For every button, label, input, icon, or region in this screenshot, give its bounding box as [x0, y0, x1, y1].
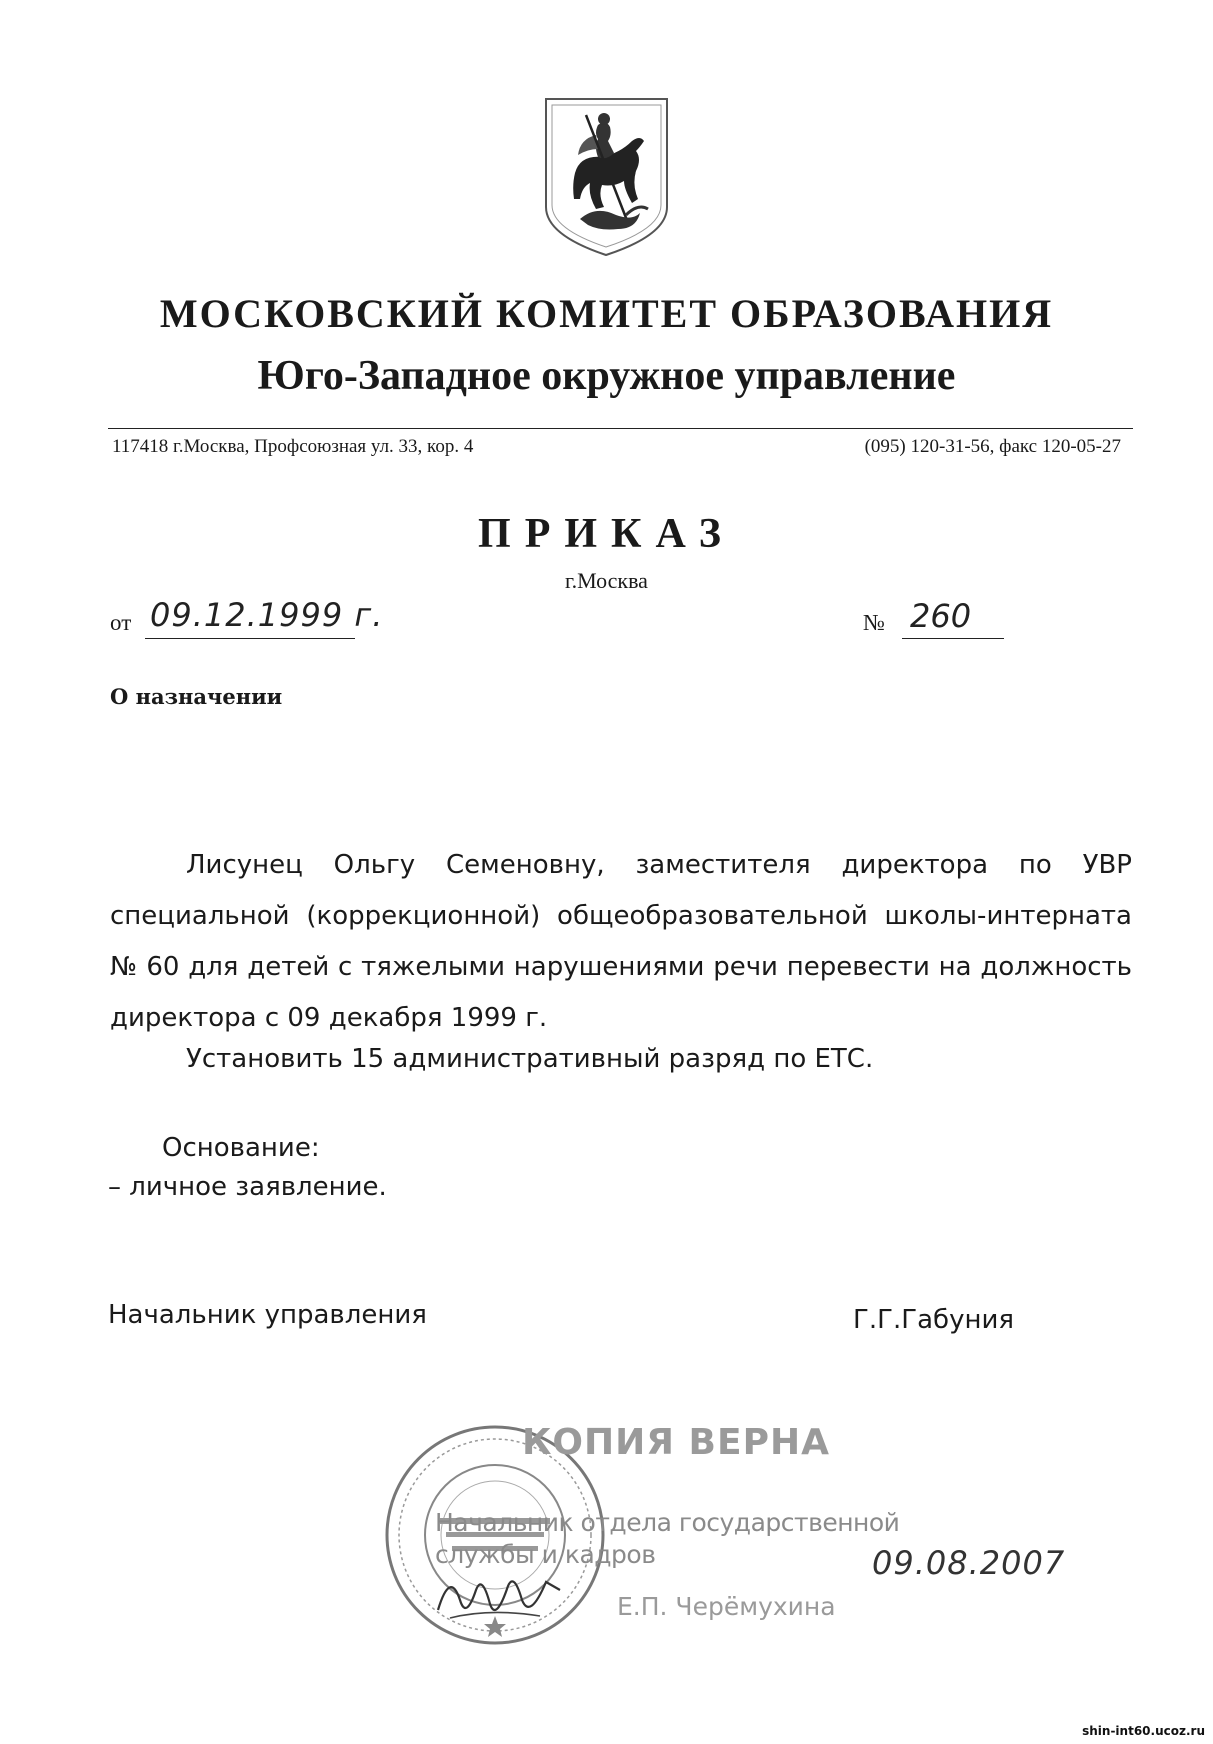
order-date-value: 09.12.1999 г.: [150, 596, 384, 634]
moscow-coat-of-arms-icon: [540, 95, 673, 258]
handwritten-signature-icon: [430, 1560, 570, 1630]
header-divider: [108, 428, 1133, 429]
basis-label: Основание:: [162, 1133, 320, 1163]
order-body-paragraph-2: Установить 15 административный разряд по ЕТС.: [186, 1044, 874, 1074]
order-date-underline: [145, 638, 355, 639]
stamp-date: 09.08.2007: [872, 1544, 1066, 1582]
order-number-value: 260: [910, 597, 972, 635]
signatory-name: Г.Г.Габуния: [853, 1305, 1014, 1335]
order-body-paragraph-1: Лисунец Ольгу Семеновну, заместителя директора по УВР специальной (коррекционной) общеобразовательной школы-интерната № 60 для детей с тяжелыми нарушениями речи перевести на должность директора с 09 декабря 1999 г.: [110, 850, 1132, 1033]
organization-address: 117418 г.Москва, Профсоюзная ул. 33, кор. 4: [112, 436, 474, 457]
stamp-position-line-1: Начальник отдела государственной: [435, 1508, 900, 1537]
order-number-label: №: [863, 610, 885, 635]
source-watermark: shin-int60.ucoz.ru: [1082, 1724, 1205, 1738]
order-city: г.Москва: [565, 568, 648, 593]
organization-phone: (095) 120-31-56, факс 120-05-27: [864, 436, 1121, 457]
stamp-copy-verified: КОПИЯ ВЕРНА: [522, 1422, 830, 1463]
stamp-signatory-name: Е.П. Черёмухина: [617, 1592, 836, 1621]
order-date-label: от: [110, 610, 132, 635]
organization-title: МОСКОВСКИЙ КОМИТЕТ ОБРАЗОВАНИЯ: [159, 291, 1054, 336]
order-title: ПРИКАЗ: [478, 511, 735, 557]
organization-subtitle: Юго-Западное окружное управление: [257, 353, 956, 399]
order-subject: О назначении: [110, 684, 283, 709]
signatory-position: Начальник управления: [108, 1300, 427, 1330]
stamp-position-line-2: службы и кадров: [435, 1540, 656, 1569]
basis-item: – личное заявление.: [108, 1172, 387, 1202]
order-number-underline: [902, 638, 1004, 639]
